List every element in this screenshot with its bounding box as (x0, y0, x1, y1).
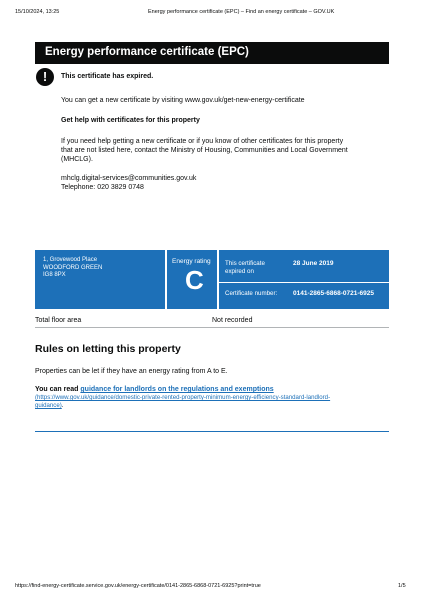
guidance-url[interactable]: (https://www.gov.uk/guidance/domestic-private-rented-property-minimum-energy-efficiency-standard-landlord- (35, 394, 331, 402)
guidance-prefix: You can read (35, 386, 81, 393)
expired-date: 28 June 2019 (293, 260, 334, 267)
help-body-line: that are not listed here, contact the Ministry of Housing, Communities and Local Government (61, 147, 348, 155)
guidance-url-end[interactable]: guidance) (35, 402, 62, 410)
floor-area-label: Total floor area (35, 317, 82, 324)
epc-title-banner (35, 42, 389, 64)
expired-on-label-line: expired on (225, 267, 254, 275)
energy-rating-letter: C (185, 265, 204, 295)
help-heading: Get help with certificates for this property (61, 117, 200, 124)
address-line: WOODFORD GREEN (43, 264, 103, 271)
page-title: Energy performance certificate (EPC) (45, 46, 249, 58)
contact-email[interactable]: mhclg.digital-services@communities.gov.uk (61, 175, 197, 182)
section-divider (35, 431, 389, 432)
print-page-title: Energy performance certificate (EPC) – Find an energy certificate – GOV.UK (148, 9, 335, 15)
energy-rating-label: Energy rating (172, 258, 211, 265)
expired-warning-text: This certificate has expired. (61, 73, 154, 80)
guidance-url-period: . (61, 402, 64, 410)
property-address (43, 257, 102, 280)
landlord-guidance-link[interactable]: guidance for landlords on the regulations and exemptions (80, 386, 274, 393)
help-body (61, 137, 348, 165)
warning-icon: ! (36, 68, 54, 86)
certificate-number-label: Certificate number: (225, 290, 278, 297)
certificate-number: 0141-2865-6868-0721-6925 (293, 290, 374, 297)
print-datetime: 15/10/2024, 13:25 (15, 9, 60, 15)
contact-phone: Telephone: 020 3829 0748 (61, 184, 144, 191)
panel-divider (217, 250, 219, 309)
expired-on-label (225, 260, 265, 275)
address-line: 1, Grovewood Place (43, 257, 98, 263)
print-page-number: 1/5 (398, 583, 406, 589)
floor-area-divider (35, 327, 389, 328)
new-certificate-text: You can get a new certificate by visiting www.gov.uk/get-new-energy-certificate (61, 97, 305, 104)
letting-text: Properties can be let if they have an energy rating from A to E. (35, 368, 228, 375)
print-footer-url: https://find-energy-certificate.service.gov.uk/energy-certificate/0141-2865-6868-0721-6925?print=true (15, 583, 261, 589)
panel-divider (165, 250, 167, 309)
letting-heading: Rules on letting this property (35, 343, 181, 355)
help-body-line: (MHCLG). (61, 156, 93, 164)
help-body-line: If you need help getting a new certificate or if you know of other certificates for this property (61, 138, 344, 145)
landlord-guidance (35, 385, 389, 410)
floor-area-value: Not recorded (212, 317, 253, 324)
address-line: IG8 8PX (43, 272, 66, 278)
epc-summary-panel (35, 250, 389, 309)
expired-on-label-line: This certificate (225, 260, 265, 267)
panel-row-divider (219, 282, 389, 283)
